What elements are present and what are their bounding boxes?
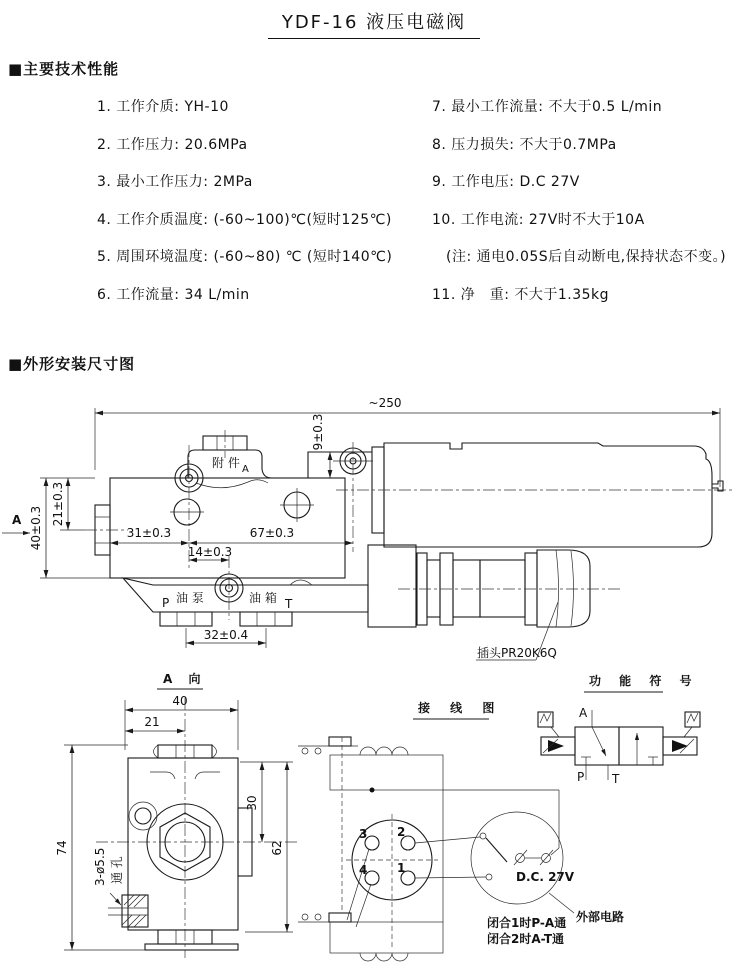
pin-1-label: 1 [397,861,406,875]
external-circuit-label: 外部电路 [576,910,625,924]
attachment-sub-label: A [242,464,249,475]
page-title-text: YDF-16 液压电磁阀 [268,8,480,39]
view-direction-label: A [12,513,22,527]
spec-item-7: 7. 最小工作流量: 不大于0.5 L/min [432,99,663,115]
aview-dim-74: 74 [55,840,69,856]
wiring-note-1: 闭合1时P-A通 [487,916,567,930]
spec-item-2: 2. 工作压力: 20.6MPa [97,136,248,153]
spec-item-9: 9. 工作电压: D.C 27V [432,174,580,190]
spec-note: (注: 通电0.05S后自动断电,保持状态不变。) [446,249,727,265]
aview-dim-21: 21 [144,715,160,729]
dim-32: 32±0.4 [203,628,249,642]
tech-specs-left-column [97,96,427,321]
external-circuit [471,812,563,904]
spec-item-6: 6. 工作流量: 34 L/min [97,286,250,303]
a-direction-view [55,671,298,958]
symbol-title: 功 能 符 号 [589,674,699,688]
drawing-section-header: ■外形安装尺寸图 [8,355,136,373]
holes-label: 3-ø5.5 [93,847,107,886]
attachment-label: 附 件 [212,456,240,470]
symbol-port-t: T [612,772,620,786]
dim-21: 21±0.3 [51,481,65,527]
spec-item-1: 1. 工作介质: YH-10 [97,99,229,115]
symbol-port-p: P [577,770,585,784]
dim-14: 14±0.3 [187,545,233,559]
aview-dim-40: 40 [172,694,188,708]
dim-overall-length: ~250 [368,396,402,410]
a-view-title: A 向 [163,672,207,686]
page-title [0,8,748,39]
wiring-note-2: 闭合2时A-T通 [487,932,565,946]
tech-specs-right-column [432,96,744,321]
symbol-port-a: A [579,706,588,720]
tank-label: 油 箱 [249,591,277,605]
spec-item-3: 3. 最小工作压力: 2MPa [97,174,253,190]
connector-plug [398,550,622,627]
pump-label: 油 泵 [176,591,204,605]
voltage-label: D.C. 27V [516,870,575,884]
plug-label: 插头PR20K6Q [477,646,557,660]
function-symbol [538,673,700,786]
dim-9: 9±0.3 [311,413,325,451]
pin-3-label: 3 [359,827,368,841]
port-p-label: P [162,596,170,610]
aview-body [128,758,238,930]
tech-section-header: ■主要技术性能 [8,60,120,78]
pin-2-label: 2 [397,825,406,839]
pin-4-label: 4 [359,863,368,877]
spec-item-10: 10. 工作电流: 27V时不大于10A [432,211,645,228]
spec-item-4: 4. 工作介质温度: (-60~100)℃(短时125℃) [97,211,392,228]
main-side-view [2,396,732,660]
aview-dim-30: 30 [245,795,259,811]
solenoid-tube [384,443,712,547]
spec-item-8: 8. 压力损失: 不大于0.7MPa [432,136,617,153]
dim-67: 67±0.3 [249,526,295,540]
dim-40: 40±0.3 [29,505,43,551]
port-t-label: T [285,597,293,611]
wiring-title: 接 线 图 [418,701,503,715]
spec-item-11: 11. 净 重: 不大于1.35kg [432,286,610,303]
aview-dim-62: 62 [270,840,284,856]
through-hole-label: 通 孔 [110,856,124,884]
dim-31: 31±0.3 [126,526,172,540]
spec-item-5: 5. 周围环境温度: (-60~80) ℃ (短时140℃) [97,249,393,265]
